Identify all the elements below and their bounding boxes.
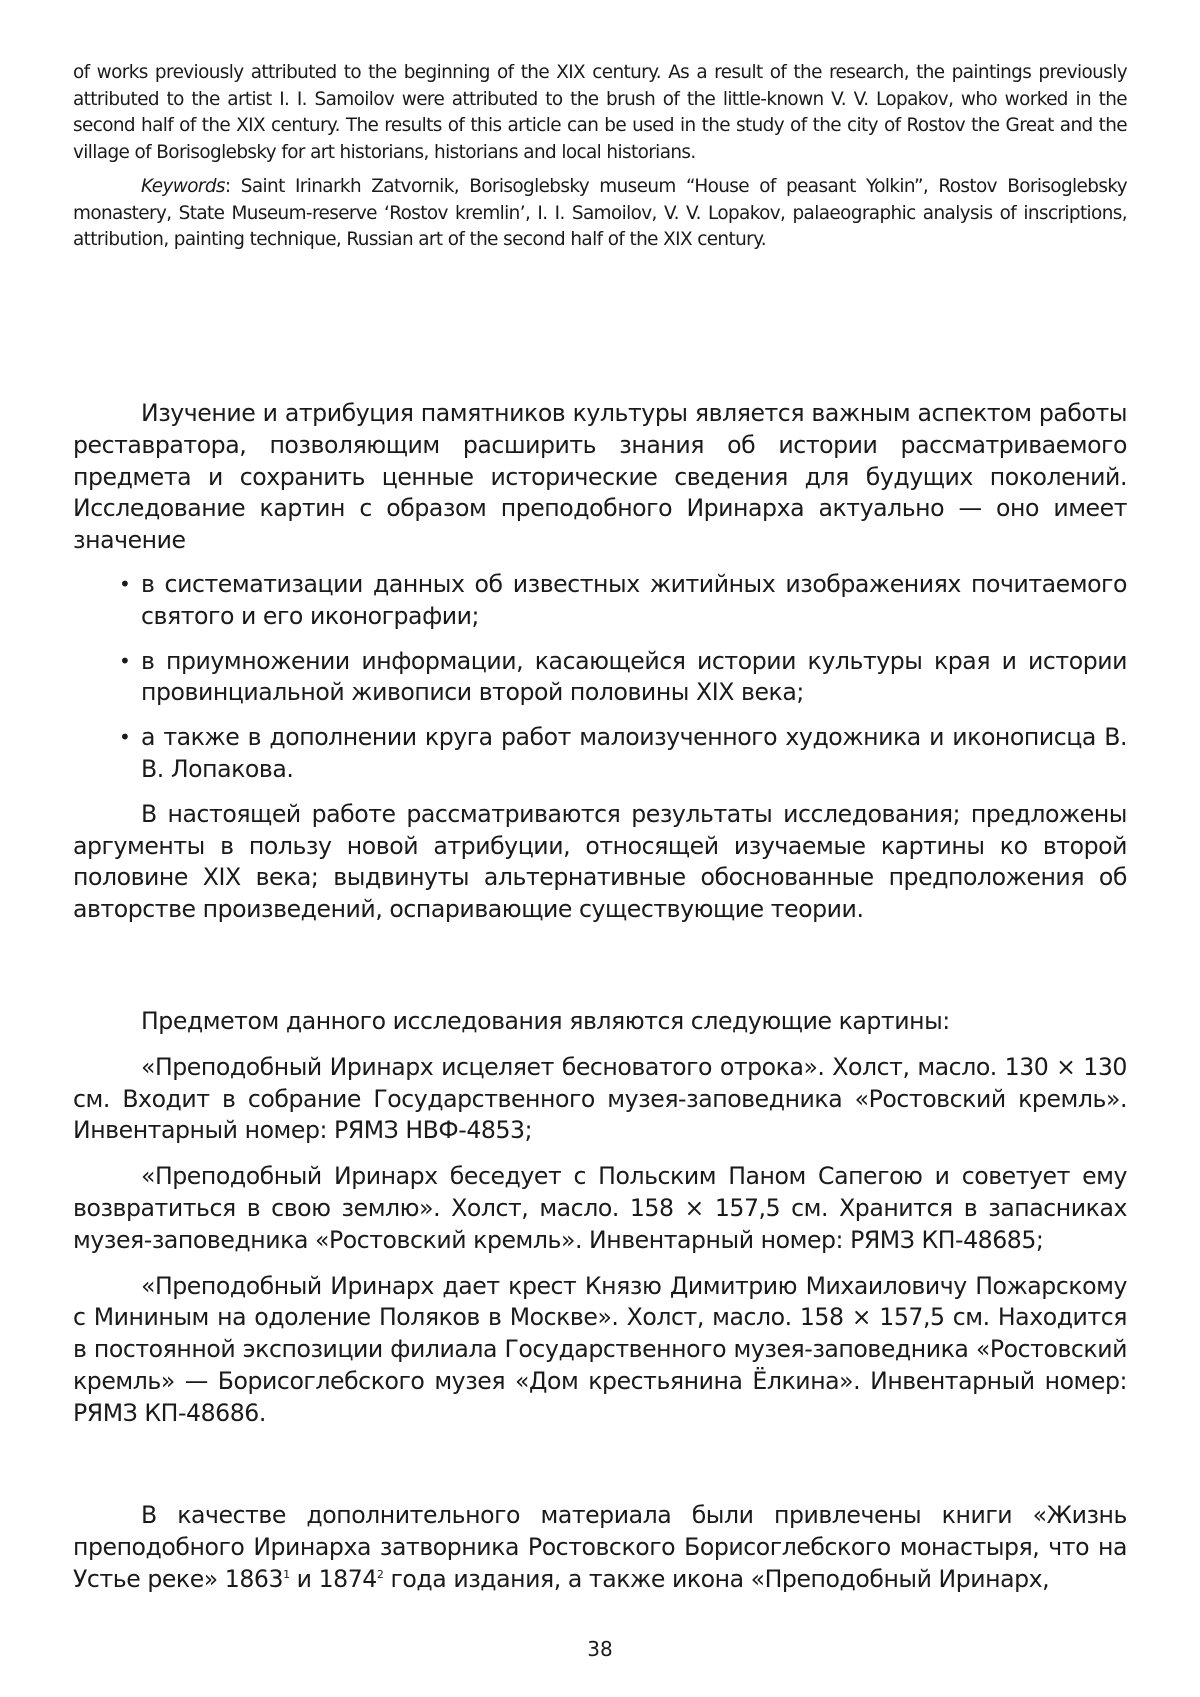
abstract-continuation: of works previously attributed to the beginning of the XIX century. As a result of the research, the paintings previously attributed to the artist I. I. Samoilov were attributed to the brush of the little-known V. V. Lopakov, who worked in the second half of the XIX century. The results of this article can be used in the study of the city of Rostov the Great and the village of Borisoglebsky for art historians, historians and local historians. xyxy=(73,62,1127,163)
subject-lead: Предметом данного исследования являются следующие картины: xyxy=(141,1007,950,1035)
intro-closing-paragraph: В настоящей работе рассматриваются результаты исследования; предложены аргументы в пользу новой атрибуции, относящей изучаемые картины ко второй половине XIX века; выдвинуты альтернативные обоснованные предположения об авторстве произведений, оспаривающие существующие теории. xyxy=(73,799,1127,924)
additional-text: и 1874 xyxy=(289,1564,377,1593)
intro-paragraph: Изучение и атрибуция памятников культуры является важным аспектом работы реставратора, позволяющим расширить знания об истории рассматриваемого предмета и сохранить ценные исторические сведения для будущих поколений. Исследование картин с образом преподобного Иринарха актуально — оно имеет значение xyxy=(73,399,1127,555)
list-item-text: в приумножении информации, касающейся истории культуры края и истории провинциальной живописи второй половины XIX века; xyxy=(141,646,1127,707)
list-item-text: а также в дополнении круга работ малоизученного художника и иконописца В. В. Лопакова. xyxy=(141,723,1127,783)
bullet-icon: • xyxy=(119,648,131,673)
intro-section xyxy=(73,398,1127,926)
bullet-icon: • xyxy=(119,571,131,596)
additional-text: В качестве дополнительного материала были привлечены книги «Жизнь преподобного Иринарха затворника Ростовского Борисоглебского монастыря, что на Устье реке» 1863 xyxy=(73,1501,1127,1593)
list-item xyxy=(73,646,1127,710)
list-item-text: в систематизации данных об известных житийных изображениях почитаемого святого и его иконографии; xyxy=(141,569,1127,630)
bullet-icon: • xyxy=(119,725,131,750)
page-content xyxy=(73,60,1127,1593)
list-item xyxy=(73,722,1127,786)
intro-bullet-list xyxy=(73,569,1127,786)
keywords-paragraph xyxy=(73,174,1127,254)
subject-section xyxy=(73,1006,1127,1430)
additional-text: года издания, а также икона «Преподобный Иринарх, xyxy=(383,1564,1050,1593)
keywords-label: Keywords xyxy=(141,176,225,197)
list-item xyxy=(73,569,1127,633)
painting-description: «Преподобный Иринарх беседует с Польским Паном Сапегою и советует ему возвратиться в свою землю». Холст, масло. 158 × 157,5 см. Хранится в запасниках музея-заповедника «Ростовский кремль». Инвентарный номер: РЯМЗ КП-48685; xyxy=(73,1162,1127,1254)
page-number: 38 xyxy=(587,1637,613,1661)
footnote-ref[interactable]: 2 xyxy=(376,1567,384,1581)
additional-section xyxy=(73,1500,1127,1595)
additional-paragraph xyxy=(73,1500,1127,1595)
keywords-text: : Saint Irinarkh Zatvornik, Borisoglebsky museum “House of peasant Yolkin”, Rostov Borisoglebsky monastery, State Museum-reserve ‘Rostov kremlin’, I. I. Samoilov, V. V. Lopakov, palaeographic analysis of inscriptions, attribution, painting technique, Russian art of the second half of the XIX century. xyxy=(73,176,1127,250)
painting-description: «Преподобный Иринарх исцеляет бесноватого отрока». Холст, масло. 130 × 130 см. Входит в собрание Государственного музея-заповедника «Ростовский кремль». Инвентарный номер: РЯМЗ НВФ-4853; xyxy=(73,1052,1127,1145)
painting-description: «Преподобный Иринарх дает крест Князю Димитрию Михаиловичу Пожарскому с Мининым на одоление Поляков в Москве». Холст, масло. 158 × 157,5 см. Находится в постоянной экспозиции филиала Государственного музея-заповедника «Ростовский кремль» — Борисоглебского музея «Дом крестьянина Ёлкина». Инвентарный номер: РЯМЗ КП-48686. xyxy=(73,1271,1127,1427)
footnote-ref[interactable]: 1 xyxy=(283,1567,290,1581)
